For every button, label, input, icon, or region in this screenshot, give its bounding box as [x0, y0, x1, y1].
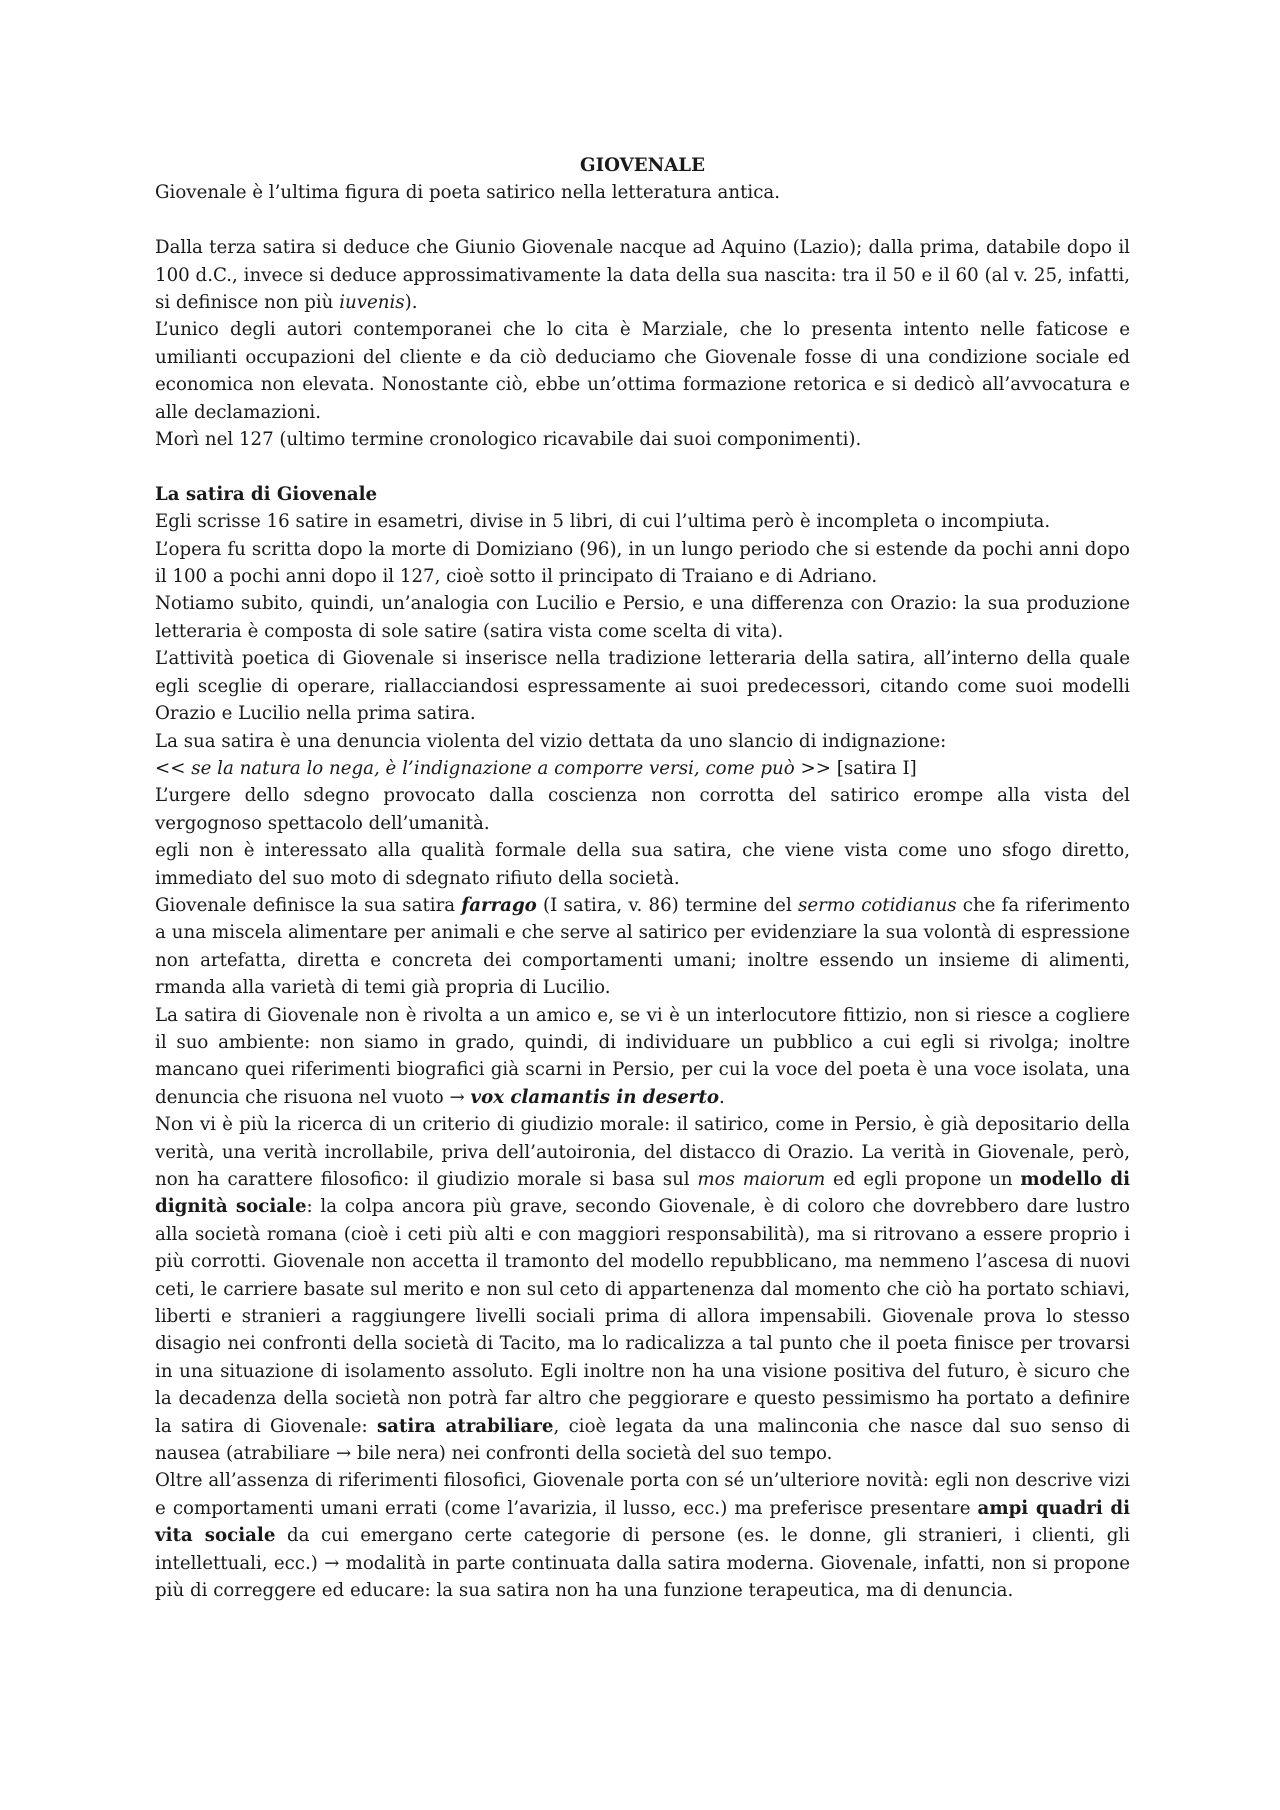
intro-paragraph: Giovenale è l’ultima figura di poeta satirico nella letteratura antica.: [155, 182, 781, 204]
satira-paragraph-5: La sua satira è una denuncia violenta del vizio dettata da uno slancio di indignazione:: [155, 730, 947, 752]
satira-paragraph-4: L’attività poetica di Giovenale si inserisce nella tradizione letteraria della satira, all’interno della quale egli sceglie di operare, riallacciandosi espressamente ai suoi predecessori, citando come suoi modelli Orazio e Lucilio nella prima satira.: [155, 648, 1130, 725]
satira-paragraph-7: egli non è interessato alla qualità formale della sua satira, che viene vista come uno sfogo diretto, immediato del suo moto di sdegnato rifiuto della società.: [155, 840, 1130, 889]
document-page: [155, 152, 1130, 1605]
spacer: [155, 453, 1130, 480]
satira-quote: << se la natura lo nega, è l’indignazione a comporre versi, come può >> [satira I]: [155, 757, 917, 779]
section-title: La satira di Giovenale: [155, 483, 378, 505]
satira-paragraph-8: Giovenale definisce la sua satira farrago (I satira, v. 86) termine del sermo cotidianus che fa riferimento a una miscela alimentare per animali e che serve al satirico per evidenziare la sua volontà di espressione non artefatta, diretta e concreta dei comportamenti umani; inoltre essendo un insieme di alimenti, rmanda alla varietà di temi già propria di Lucilio.: [155, 894, 1130, 999]
satira-paragraph-10: Non vi è più la ricerca di un criterio di giudizio morale: il satirico, come in Persio, è già depositario della verità, una verità incrollabile, priva dell’autoironia, del distacco di Orazio. La verità in Giovenale, però, non ha carattere filosofico: il giudizio morale si basa sul mos maiorum ed egli propone un modello di dignità sociale: la colpa ancora più grave, secondo Giovenale, è di coloro che dovrebbero dare lustro alla società romana (cioè i ceti più alti e con maggiori responsabilità), ma si ritrovano a essere proprio i più corrotti. Giovenale non accetta il tramonto del modello repubblicano, ma nemmeno l’ascesa di nuovi ceti, le carriere basate sul merito e non sul ceto di appartenenza dal momento che ciò ha portato schiavi, liberti e stranieri a raggiungere livelli sociali prima di allora impensabili. Giovenale prova lo stesso disagio nei confronti della società di Tacito, ma lo radicalizza a tal punto che il poeta finisce per trovarsi in una situazione di isolamento assoluto. Egli inoltre non ha una visione positiva del futuro, è sicuro che la decadenza della società non potrà far altro che peggiorare e questo pessimismo ha portato a definire la satira di Giovenale: satira atrabiliare, cioè legata da una malinconia che nasce dal suo senso di nausea (atrabiliare → bile nera) nei confronti della società del suo tempo.: [155, 1114, 1131, 1465]
spacer: [155, 207, 1130, 234]
page-title: GIOVENALE: [580, 155, 705, 176]
satira-paragraph-3: Notiamo subito, quindi, un’analogia con Lucilio e Persio, e una differenza con Orazio: la sua produzione letteraria è composta di sole satire (satira vista come scelta di vita).: [155, 593, 1130, 642]
bio-paragraph-birth: Dalla terza satira si deduce che Giunio Giovenale nacque ad Aquino (Lazio); dalla prima, databile dopo il 100 d.C., invece si deduce approssimativamente la data della sua nascita: tra il 50 e il 60 (al v. 25, infatti, si definisce non più iuvenis).: [155, 237, 1130, 314]
satira-paragraph-6: L’urgere dello sdegno provocato dalla coscienza non corrotta del satirico erompe alla vista del vergognoso spettacolo dell’umanità.: [155, 785, 1130, 834]
satira-paragraph-9: La satira di Giovenale non è rivolta a un amico e, se vi è un interlocutore fittizio, non si riesce a cogliere il suo ambiente: non siamo in grado, quindi, di individuare un pubblico a cui egli si rivolga; inoltre mancano quei riferimenti biografici già scarni in Persio, per cui la voce del poeta è una voce isolata, una denuncia che risuona nel vuoto → vox clamantis in deserto.: [155, 1004, 1130, 1108]
bio-paragraph-death: Morì nel 127 (ultimo termine cronologico ricavabile dai suoi componimenti).: [155, 429, 862, 451]
satira-paragraph-1: Egli scrisse 16 satire in esametri, divise in 5 libri, di cui l’ultima però è incompleta o incompiuta.: [155, 511, 1051, 533]
satira-paragraph-2: L’opera fu scritta dopo la morte di Domiziano (96), in un lungo periodo che si estende da pochi anni dopo il 100 a pochi anni dopo il 127, cioè sotto il principato di Traiano e di Adriano.: [155, 538, 1130, 588]
bio-paragraph-marziale: L’unico degli autori contemporanei che lo cita è Marziale, che lo presenta intento nelle faticose e umilianti occupazioni del cliente e da ciò deduciamo che Giovenale fosse di una condizione sociale ed economica non elevata. Nonostante ciò, ebbe un’ottima formazione retorica e si dedicò all’avvocatura e alle declamazioni.: [155, 319, 1130, 423]
satira-paragraph-11: Oltre all’assenza di riferimenti filosofici, Giovenale porta con sé un’ulteriore novità: egli non descrive vizi e comportamenti umani errati (come l’avarizia, il lusso, ecc.) ma preferisce presentare ampi quadri di vita sociale da cui emergano certe categorie di persone (es. le donne, gli stranieri, i clienti, gli intellettuali, ecc.) → modalità in parte continuata dalla satira moderna. Giovenale, infatti, non si propone più di correggere ed educare: la sua satira non ha una funzione terapeutica, ma di denuncia.: [155, 1470, 1130, 1602]
